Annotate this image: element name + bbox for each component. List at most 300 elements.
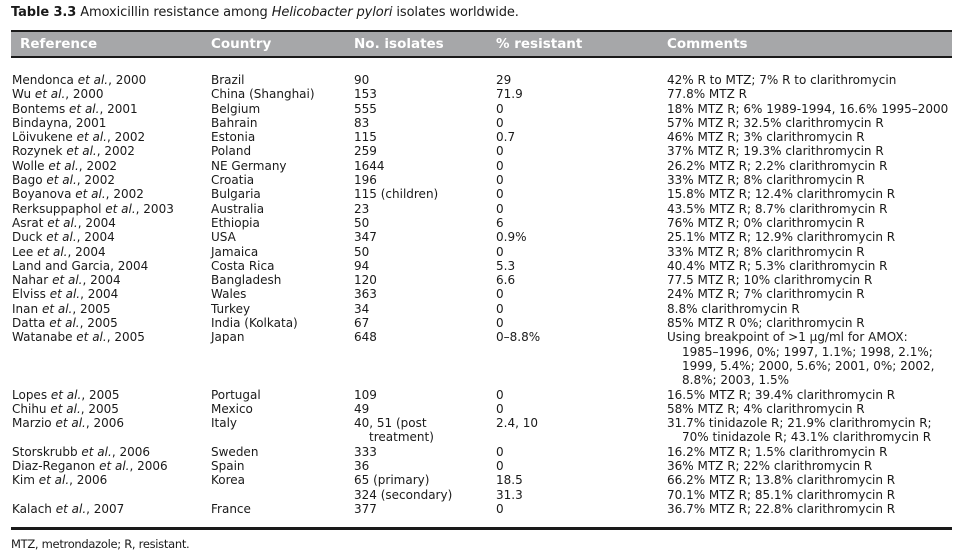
comments-cell xyxy=(667,502,895,516)
comments-cell xyxy=(667,116,884,130)
resistant-cell xyxy=(496,202,504,216)
column-header-isolates: No. isolates xyxy=(354,36,444,52)
comments-cell xyxy=(667,302,800,316)
resistant-cell-line: 0 xyxy=(496,301,504,316)
resistant-cell-line: 0 xyxy=(496,173,504,188)
reference-cell: Land and Garcia, 2004 xyxy=(12,258,149,273)
resistant-cell-line: 18.5 xyxy=(496,473,523,488)
reference-year: 2002 xyxy=(104,144,135,159)
reference-author: Kim xyxy=(12,473,35,488)
reference-et-al: et al. xyxy=(37,244,68,259)
isolates-cell-line: 347 xyxy=(354,230,377,245)
resistant-cell-line: 0 xyxy=(496,244,504,259)
reference-et-al: et al. xyxy=(49,287,81,302)
reference-cell: Kalach et al., 2007 xyxy=(12,501,125,516)
resistant-cell xyxy=(496,402,504,416)
country-cell xyxy=(211,445,258,459)
reference-cell: Bindayna, 2001 xyxy=(12,115,107,130)
reference-cell: Rozynek et al., 2002 xyxy=(12,144,135,159)
comments-cell-line: 40.4% MTZ R; 5.3% clarithromycin R xyxy=(667,258,888,273)
comments-cell-line: 66.2% MTZ R; 13.8% clarithromycin R xyxy=(667,473,896,488)
isolates-cell-line: 34 xyxy=(354,301,370,316)
resistant-cell xyxy=(496,87,523,101)
table-row xyxy=(0,245,971,259)
reference-cell: Rerksuppaphol et al., 2003 xyxy=(12,201,174,216)
comments-cell xyxy=(667,130,865,144)
comments-cell xyxy=(667,216,865,230)
country-cell xyxy=(211,388,261,402)
country-cell xyxy=(211,159,287,173)
reference-cell: Inan et al., 2005 xyxy=(12,301,111,316)
reference-et-al: et al. xyxy=(66,144,97,159)
isolates-cell-line: 377 xyxy=(354,501,377,516)
isolates-cell-line: 1644 xyxy=(354,158,385,173)
isolates-cell xyxy=(354,273,377,287)
table-row xyxy=(0,287,971,301)
reference-author: Chihu xyxy=(12,401,47,416)
isolates-cell-line: 555 xyxy=(354,101,377,116)
resistant-cell xyxy=(496,216,504,230)
reference-et-al: et al. xyxy=(46,230,77,245)
column-header-resistant: % resistant xyxy=(496,36,583,52)
country-cell-line: Poland xyxy=(211,144,252,159)
country-cell-line: Costa Rica xyxy=(211,258,275,273)
comments-cell xyxy=(667,144,884,158)
resistant-cell xyxy=(496,116,504,130)
resistant-cell xyxy=(496,130,515,144)
comments-cell-line: 77.5 MTZ R; 10% clarithromycin R xyxy=(667,273,873,288)
resistant-cell xyxy=(496,173,504,187)
reference-author: Boyanova xyxy=(12,187,72,202)
reference-et-al: et al. xyxy=(77,73,109,87)
resistant-cell-line: 0 xyxy=(496,316,504,331)
reference-et-al: et al. xyxy=(76,330,107,345)
comments-cell-line: 16.5% MTZ R; 39.4% clarithromycin R xyxy=(667,387,896,402)
country-cell xyxy=(211,287,246,301)
reference-year: 2004 xyxy=(117,258,149,273)
resistant-cell-line: 0 xyxy=(496,187,504,202)
reference-et-al: et al. xyxy=(76,130,107,145)
comments-cell xyxy=(667,273,872,287)
isolates-cell-line: 259 xyxy=(354,144,377,159)
reference-et-al: et al. xyxy=(49,316,80,331)
table-row xyxy=(0,159,971,173)
caption-text-before: Amoxicillin resistance among xyxy=(80,5,272,20)
reference-year: 2005 xyxy=(88,401,119,416)
reference-cell: Bago et al., 2002 xyxy=(12,173,115,188)
isolates-cell-line: 363 xyxy=(354,287,377,302)
country-cell-line: Korea xyxy=(211,473,246,488)
comments-cell-line: 1999, 5.4%; 2000, 5.6%; 2001, 0%; 2002, xyxy=(682,358,935,373)
reference-year: 2005 xyxy=(79,301,111,316)
reference-year: 2005 xyxy=(88,387,120,402)
reference-year: 2002 xyxy=(113,187,144,202)
isolates-cell-line: 50 xyxy=(354,215,370,230)
country-cell-line: France xyxy=(211,501,251,516)
isolates-cell xyxy=(354,73,369,87)
country-cell xyxy=(211,273,281,287)
resistant-cell xyxy=(496,459,504,473)
reference-cell: Nahar et al., 2004 xyxy=(12,273,121,288)
table-caption xyxy=(11,5,519,20)
reference-year: 2006 xyxy=(119,444,150,459)
country-cell-line: Sweden xyxy=(211,444,259,459)
reference-cell: Elviss et al., 2004 xyxy=(12,287,119,302)
isolates-cell-line: treatment) xyxy=(369,430,434,445)
country-cell-line: Ethiopia xyxy=(211,215,260,230)
comments-cell-line: 57% MTZ R; 32.5% clarithromycin R xyxy=(667,115,884,130)
table-row xyxy=(0,459,971,473)
table-row xyxy=(0,273,971,287)
reference-cell: Kim et al., 2006 xyxy=(12,473,108,488)
table-row xyxy=(0,416,971,445)
table-row xyxy=(0,316,971,330)
comments-cell-line: 24% MTZ R; 7% clarithromycin R xyxy=(667,287,865,302)
isolates-cell-line: 196 xyxy=(354,173,377,188)
table-row xyxy=(0,102,971,116)
resistant-cell xyxy=(496,316,504,330)
reference-year: 2004 xyxy=(87,287,119,302)
reference-year: 2002 xyxy=(114,130,146,145)
isolates-cell xyxy=(354,416,434,445)
country-cell-line: Bulgaria xyxy=(211,187,261,202)
country-cell xyxy=(211,230,236,244)
country-cell-line: Spain xyxy=(211,459,245,474)
country-cell-line: Estonia xyxy=(211,130,256,145)
isolates-cell xyxy=(354,316,369,330)
table-row xyxy=(0,445,971,459)
country-cell-line: China (Shanghai) xyxy=(211,87,315,102)
comments-cell-line: 76% MTZ R; 0% clarithromycin R xyxy=(667,215,865,230)
table-row xyxy=(0,130,971,144)
country-cell xyxy=(211,459,245,473)
comments-cell-line: 42% R to MTZ; 7% R to clarithromycin xyxy=(667,73,897,87)
comments-cell-line: 85% MTZ R 0%; clarithromycin R xyxy=(667,316,865,331)
table-row xyxy=(0,230,971,244)
reference-year: 2004 xyxy=(75,244,106,259)
comments-cell xyxy=(667,402,865,416)
comments-cell-line: 1985–1996, 0%; 1997, 1.1%; 1998, 2.1%; xyxy=(682,344,933,359)
country-cell xyxy=(211,187,261,201)
country-cell xyxy=(211,473,245,487)
reference-year: 2006 xyxy=(76,473,108,488)
comments-cell xyxy=(667,259,888,273)
resistant-cell-line: 0 xyxy=(496,158,504,173)
reference-cell: Mendonca et al., 2000 xyxy=(12,73,147,87)
reference-et-al: et al. xyxy=(99,459,130,474)
country-cell xyxy=(211,116,257,130)
comments-cell-line: 70% tinidazole R; 43.1% clarithromycin R xyxy=(682,430,932,445)
reference-cell: Duck et al., 2004 xyxy=(12,230,115,245)
reference-year: 2004 xyxy=(84,230,115,245)
reference-et-al: et al. xyxy=(69,101,100,116)
isolates-cell-line: 333 xyxy=(354,444,377,459)
isolates-cell xyxy=(354,173,377,187)
resistant-cell xyxy=(496,245,504,259)
reference-et-al: et al. xyxy=(46,173,77,188)
comments-cell-line: 8.8% clarithromycin R xyxy=(667,301,800,316)
isolates-cell-line: 324 (secondary) xyxy=(354,487,453,502)
comments-cell xyxy=(667,473,895,502)
comments-cell-line: 33% MTZ R; 8% clarithromycin R xyxy=(667,173,865,188)
comments-cell-line: Using breakpoint of >1 μg/ml for AMOX: xyxy=(667,330,908,345)
country-cell-line: Japan xyxy=(211,330,245,345)
table-row xyxy=(0,388,971,402)
reference-author: Rozynek xyxy=(12,144,63,159)
reference-author: Nahar xyxy=(12,273,49,288)
column-header-comments: Comments xyxy=(667,36,748,52)
comments-cell xyxy=(667,287,865,301)
reference-cell: Boyanova et al., 2002 xyxy=(12,187,144,202)
reference-year: 2004 xyxy=(90,273,121,288)
country-cell xyxy=(211,130,255,144)
country-cell xyxy=(211,302,250,316)
isolates-cell-line: 120 xyxy=(354,273,377,288)
comments-cell-line: 18% MTZ R; 6% 1989-1994, 16.6% 1995–2000 xyxy=(667,101,949,116)
country-cell xyxy=(211,202,264,216)
reference-cell: Lee et al., 2004 xyxy=(12,244,106,259)
isolates-cell xyxy=(354,216,369,230)
reference-author: Wolle xyxy=(12,158,45,173)
reference-author: Lopes xyxy=(12,387,48,402)
comments-cell-line: 36% MTZ R; 22% clarithromycin R xyxy=(667,459,873,474)
table-row xyxy=(0,402,971,416)
resistant-cell xyxy=(496,273,515,287)
resistant-cell-line: 0 xyxy=(496,501,504,516)
reference-year: 2003 xyxy=(143,201,174,216)
reference-year: 2006 xyxy=(137,459,168,474)
reference-et-al: et al. xyxy=(81,444,112,459)
resistant-cell-line: 2.4, 10 xyxy=(496,416,538,431)
reference-et-al: et al. xyxy=(38,473,70,488)
reference-author: Marzio xyxy=(12,416,52,431)
comments-cell xyxy=(667,245,865,259)
comments-cell-line: 77.8% MTZ R xyxy=(667,87,747,102)
isolates-cell-line: 67 xyxy=(354,316,370,331)
resistant-cell xyxy=(496,159,504,173)
comments-cell-line: 43.5% MTZ R; 8.7% clarithromycin R xyxy=(667,201,888,216)
isolates-cell xyxy=(354,245,369,259)
country-cell xyxy=(211,402,253,416)
country-cell-line: Italy xyxy=(211,416,238,431)
resistant-cell-line: 0 xyxy=(496,201,504,216)
country-cell-line: Mexico xyxy=(211,401,253,416)
table-bottom-rule xyxy=(11,527,952,530)
country-cell xyxy=(211,216,260,230)
comments-cell xyxy=(667,388,895,402)
isolates-cell-line: 49 xyxy=(354,401,370,416)
country-cell-line: Jamaica xyxy=(211,244,259,259)
country-cell-line: Croatia xyxy=(211,173,255,188)
country-cell xyxy=(211,102,260,116)
reference-et-al: et al. xyxy=(105,201,136,216)
resistant-cell-line: 0.7 xyxy=(496,130,516,145)
isolates-cell xyxy=(354,202,369,216)
reference-cell: Chihu et al., 2005 xyxy=(12,401,119,416)
reference-author: Löivukene xyxy=(12,130,73,145)
country-cell-line: NE Germany xyxy=(211,158,287,173)
comments-cell-line: 16.2% MTZ R; 1.5% clarithromycin R xyxy=(667,444,888,459)
comments-cell xyxy=(667,445,888,459)
reference-cell: Diaz-Reganon et al., 2006 xyxy=(12,459,168,474)
isolates-cell xyxy=(354,445,377,459)
isolates-cell xyxy=(354,230,377,244)
table-row xyxy=(0,73,971,87)
comments-cell-line: 33% MTZ R; 8% clarithromycin R xyxy=(667,244,865,259)
resistant-cell-line: 0 xyxy=(496,459,504,474)
comments-cell xyxy=(667,102,948,116)
resistant-cell xyxy=(496,473,523,502)
reference-author: Asrat xyxy=(12,215,44,230)
reference-et-al: et al. xyxy=(34,87,66,102)
isolates-cell-line: 65 (primary) xyxy=(354,473,430,488)
country-cell-line: Belgium xyxy=(211,101,261,116)
country-cell-line: Bangladesh xyxy=(211,273,282,288)
isolates-cell xyxy=(354,130,377,144)
reference-author: Wu xyxy=(12,87,32,102)
column-header-country: Country xyxy=(211,36,272,52)
isolates-cell xyxy=(354,473,452,502)
table-label: Table 3.3 xyxy=(11,5,77,20)
reference-et-al: et al. xyxy=(50,387,82,402)
isolates-cell-line: 109 xyxy=(354,387,377,402)
country-cell xyxy=(211,259,274,273)
country-cell xyxy=(211,502,251,516)
country-cell xyxy=(211,87,315,101)
comments-cell xyxy=(667,173,865,187)
reference-author: Bindayna xyxy=(12,115,69,130)
reference-year: 2002 xyxy=(86,158,117,173)
reference-cell: Watanabe et al., 2005 xyxy=(12,330,145,345)
resistant-cell xyxy=(496,445,504,459)
country-cell xyxy=(211,316,298,330)
reference-cell: Datta et al., 2005 xyxy=(12,316,118,331)
isolates-cell xyxy=(354,388,377,402)
isolates-cell-line: 36 xyxy=(354,459,370,474)
isolates-cell-line: 90 xyxy=(354,73,370,87)
comments-cell xyxy=(667,459,872,473)
isolates-cell-line: 115 (children) xyxy=(354,187,439,202)
resistant-cell-line: 0 xyxy=(496,444,504,459)
reference-author: Duck xyxy=(12,230,43,245)
isolates-cell xyxy=(354,187,438,201)
table-row xyxy=(0,202,971,216)
isolates-cell-line: 50 xyxy=(354,244,370,259)
country-cell xyxy=(211,73,245,87)
comments-cell xyxy=(667,416,932,445)
comments-cell-line: 70.1% MTZ R; 85.1% clarithromycin R xyxy=(667,487,896,502)
comments-cell-line: 31.7% tinidazole R; 21.9% clarithromycin R; xyxy=(667,416,932,431)
country-cell xyxy=(211,245,258,259)
comments-cell-line: 58% MTZ R; 4% clarithromycin R xyxy=(667,401,865,416)
reference-author: Elviss xyxy=(12,287,46,302)
reference-year: 2006 xyxy=(93,416,125,431)
reference-et-al: et al. xyxy=(52,273,83,288)
isolates-cell xyxy=(354,287,377,301)
reference-author: Diaz-Reganon xyxy=(12,459,96,474)
table-body xyxy=(0,73,971,516)
resistant-cell-line: 0 xyxy=(496,401,504,416)
resistant-cell-line: 6.6 xyxy=(496,273,516,288)
isolates-cell xyxy=(354,259,369,273)
isolates-cell xyxy=(354,502,377,516)
isolates-cell xyxy=(354,302,369,316)
isolates-cell-line: 648 xyxy=(354,330,377,345)
comments-cell xyxy=(667,316,865,330)
resistant-cell xyxy=(496,388,504,402)
caption-text-after: isolates worldwide. xyxy=(392,5,519,20)
reference-year: 2000 xyxy=(72,87,104,102)
reference-author: Watanabe xyxy=(12,330,73,345)
country-cell-line: Australia xyxy=(211,201,265,216)
resistant-cell xyxy=(496,230,527,244)
country-cell-line: Turkey xyxy=(211,301,251,316)
comments-cell xyxy=(667,159,888,173)
table-row xyxy=(0,502,971,516)
reference-cell: Bontems et al., 2001 xyxy=(12,101,138,116)
isolates-cell-line: 40, 51 (post xyxy=(354,416,427,431)
resistant-cell-line: 0 xyxy=(496,287,504,302)
country-cell xyxy=(211,330,244,344)
isolates-cell xyxy=(354,159,385,173)
reference-cell: Marzio et al., 2006 xyxy=(12,416,125,431)
table-row xyxy=(0,302,971,316)
reference-author: Mendonca xyxy=(12,73,74,87)
reference-et-al: et al. xyxy=(55,416,86,431)
table-row xyxy=(0,173,971,187)
comments-cell-line: 8.8%; 2003, 1.5% xyxy=(682,373,789,388)
reference-year: 2001 xyxy=(75,115,107,130)
comments-cell xyxy=(667,330,934,387)
reference-year: 2001 xyxy=(107,101,138,116)
reference-author: Land and Garcia xyxy=(12,258,111,273)
comments-cell xyxy=(667,87,747,101)
reference-year: 2000 xyxy=(115,73,147,87)
table-footnote: MTZ, metrondazole; R, resistant. xyxy=(11,537,190,551)
reference-et-al: et al. xyxy=(55,501,87,516)
column-header-reference: Reference xyxy=(20,36,98,52)
comments-cell xyxy=(667,202,888,216)
reference-author: Lee xyxy=(12,244,34,259)
isolates-cell-line: 153 xyxy=(354,87,377,102)
table-row xyxy=(0,259,971,273)
isolates-cell xyxy=(354,402,369,416)
resistant-cell-line: 0 xyxy=(496,115,504,130)
table-row xyxy=(0,187,971,201)
reference-year: 2005 xyxy=(87,316,118,331)
resistant-cell xyxy=(496,330,540,344)
resistant-cell-line: 0 xyxy=(496,144,504,159)
reference-author: Storskrubb xyxy=(12,444,78,459)
country-cell xyxy=(211,144,251,158)
reference-year: 2002 xyxy=(84,173,115,188)
comments-cell-line: 37% MTZ R; 19.3% clarithromycin R xyxy=(667,144,884,159)
isolates-cell xyxy=(354,144,377,158)
isolates-cell-line: 94 xyxy=(354,258,370,273)
isolates-cell-line: 115 xyxy=(354,130,377,145)
resistant-cell-line: 71.9 xyxy=(496,87,523,102)
resistant-cell xyxy=(496,187,504,201)
isolates-cell xyxy=(354,102,377,116)
reference-et-al: et al. xyxy=(75,187,106,202)
country-cell xyxy=(211,173,254,187)
table-row xyxy=(0,216,971,230)
reference-cell: Storskrubb et al., 2006 xyxy=(12,444,150,459)
reference-year: 2004 xyxy=(85,215,116,230)
reference-et-al: et al. xyxy=(41,301,73,316)
table-header xyxy=(11,32,952,58)
comments-cell xyxy=(667,187,895,201)
